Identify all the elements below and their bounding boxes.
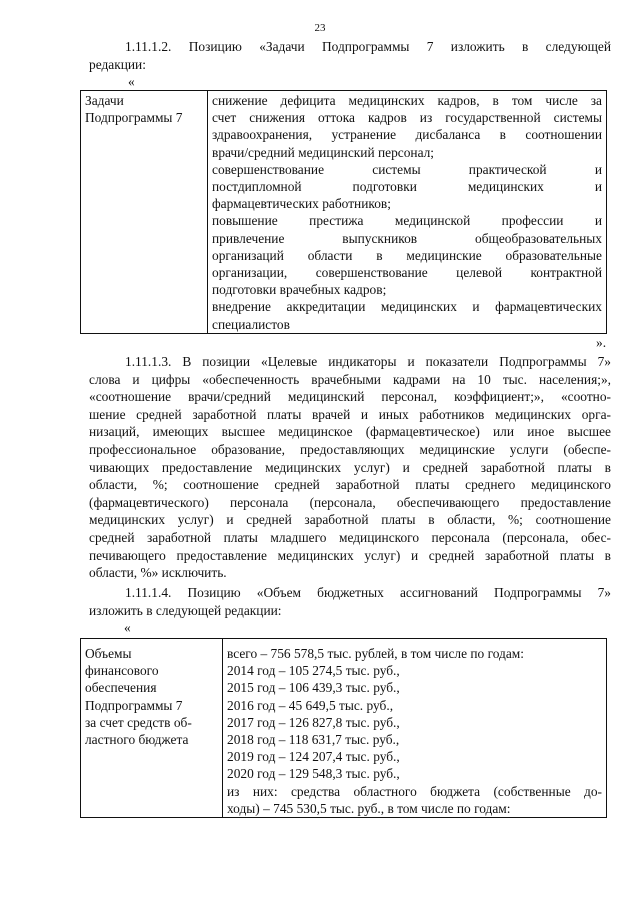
table-row: [81, 639, 607, 818]
cell-line: постдипломной подготовки медицинских и: [212, 179, 602, 195]
table-row: [81, 91, 607, 334]
tasks-value-cell: [208, 91, 607, 334]
cell-line: 2015 год – 106 439,3 тыс. руб.,: [227, 680, 400, 696]
text-line: 1.11.1.3. В позиции «Целевые индикаторы и показатели Подпрограммы 7»: [125, 354, 611, 369]
paragraph-1-11-1-4: [89, 584, 611, 619]
text-line: 1.11.1.2. Позицию «Задачи Подпрограммы 7 изложить в следующей: [125, 39, 611, 54]
text-line: редакции:: [89, 56, 146, 72]
cell-line: врачи/средний медицинский персонал;: [212, 144, 435, 160]
cell-line: снижение дефицита медицинских кадров, в том числе за: [212, 93, 602, 108]
cell-line: 2018 год – 118 631,7 тыс. руб.,: [227, 732, 400, 748]
opening-quote: «: [128, 74, 135, 89]
budget-table: [80, 638, 607, 818]
page-number: 23: [314, 22, 326, 34]
label-line: Подпрограммы 7: [85, 110, 183, 126]
tasks-label-cell: [81, 91, 208, 334]
cell-line: 2020 год – 129 548,3 тыс. руб.,: [227, 766, 400, 782]
text-line: области, %» исключить.: [89, 565, 227, 581]
text-line: профессиональное образование, предоставляющих медицинские услуги (обеспе-: [89, 441, 611, 457]
text-line: 1.11.1.4. Позицию «Объем бюджетных ассигнований Подпрограммы 7»: [125, 585, 611, 600]
closing-quote: ».: [596, 335, 607, 350]
cell-line: 2016 год – 45 649,5 тыс. руб.,: [227, 697, 394, 713]
text-line: «соотношение врачи/средний медицинский персонал, коэффициент;», «соотно-: [89, 389, 611, 405]
label-line: обеспечения: [85, 680, 157, 696]
cell-line: счет снижения оттока кадров из государственной системы: [212, 110, 602, 126]
label-line: Подпрограммы 7: [85, 697, 183, 713]
budget-value-cell: [223, 639, 607, 818]
cell-line: повышение престижа медицинской профессии и: [212, 213, 602, 229]
budget-label-cell: [81, 639, 223, 818]
text-line: изложить в следующей редакции:: [89, 602, 282, 618]
cell-line: привлечение выпускников общеобразовательных: [212, 230, 602, 246]
paragraph-1-11-1-3: [89, 353, 611, 582]
tasks-table: [80, 90, 607, 334]
cell-line: внедрение аккредитации медицинских и фармацевтических: [212, 299, 602, 315]
cell-line: ходы) – 745 530,5 тыс. руб., в том числе по годам:: [227, 800, 511, 816]
cell-line: подготовки врачебных кадров;: [212, 282, 387, 298]
label-line: финансового: [85, 663, 159, 679]
label-line: ластного бюджета: [85, 732, 189, 748]
cell-line: организации, совершенствование целевой контрактной: [212, 265, 602, 281]
text-line: низаций, имеющих высшее медицинское (фармацевтическое) или иное высшее: [89, 424, 611, 440]
text-line: медицинских услуг) и средней заработной платы в области, %; соотношение: [89, 512, 611, 528]
cell-line: здравоохранения, устранение дисбаланса в соотношении: [212, 127, 602, 143]
text-line: печивающего предоставление медицинских услуг) и средней заработной платы в: [89, 547, 611, 563]
opening-quote: «: [124, 620, 131, 635]
cell-line: из них: средства областного бюджета (собственные до-: [227, 783, 602, 799]
text-line: области, %; соотношение средней заработной платы среднего медицинского: [89, 477, 611, 493]
paragraph-1-11-1-2: [89, 38, 611, 73]
cell-line: 2017 год – 126 827,8 тыс. руб.,: [227, 714, 400, 730]
text-line: чивающих предоставление медицинских услуг) и средней заработной платы в: [89, 459, 611, 475]
cell-line: специалистов: [212, 316, 290, 332]
text-line: слова и цифры «обеспеченность врачебными кадрами на 10 тыс. населения;»,: [89, 371, 611, 387]
text-line: (фармацевтического) персонала (персонала, обеспечивающего предоставление: [89, 494, 611, 510]
text-line: средней заработной платы младшего медицинского персонала (персонала, обес-: [89, 529, 611, 545]
cell-line: совершенствование системы практической и: [212, 161, 602, 177]
cell-line: 2014 год – 105 274,5 тыс. руб.,: [227, 663, 400, 679]
cell-line: фармацевтических работников;: [212, 196, 391, 212]
label-line: Объемы: [85, 646, 132, 661]
cell-line: организаций области в медицинские образовательные: [212, 247, 602, 263]
cell-line: 2019 год – 124 207,4 тыс. руб.,: [227, 749, 400, 765]
label-line: Задачи: [85, 93, 124, 108]
text-line: шение средней заработной платы врачей и иных работников медицинских орга-: [89, 406, 611, 422]
cell-line: всего – 756 578,5 тыс. рублей, в том числе по годам:: [227, 646, 524, 661]
label-line: за счет средств об-: [85, 714, 192, 730]
